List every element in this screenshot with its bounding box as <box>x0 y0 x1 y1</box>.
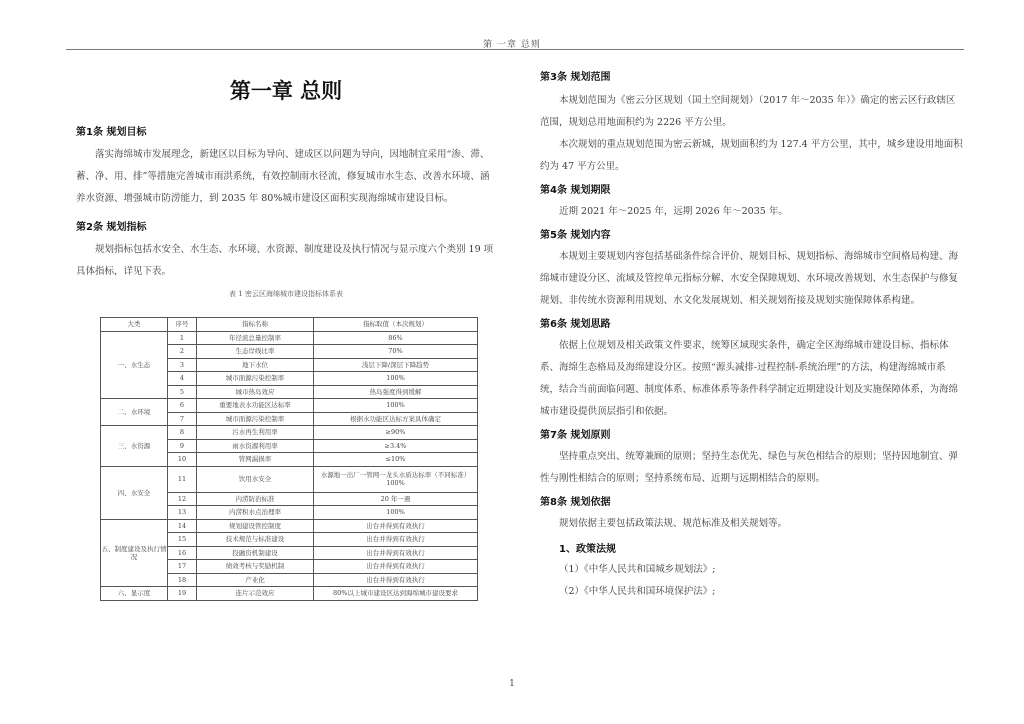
running-header: 第 一章 总则 <box>483 40 541 50</box>
table-cell-no: 12 <box>168 492 197 506</box>
table-row <box>101 519 478 533</box>
table-header-cell: 指标名称 <box>197 318 314 332</box>
table-cell-name: 投融资机制建设 <box>197 546 314 560</box>
table-cell-name: 重要地表水功能区达标率 <box>197 399 314 413</box>
table-header-cell: 序号 <box>168 318 197 332</box>
article-8-heading: 第8条 规划依据 <box>540 497 611 508</box>
table-cell-no: 6 <box>168 399 197 413</box>
table-cell-no: 7 <box>168 412 197 426</box>
left-column <box>76 60 496 302</box>
table-category-cell: 三、水资源 <box>101 426 168 467</box>
table-cell-no: 10 <box>168 453 197 467</box>
table-cell-name: 产业化 <box>197 573 314 587</box>
article-4-text: 近期 2021 年～2025 年，远期 2026 年～2035 年。 <box>559 206 788 217</box>
table-cell-no: 1 <box>168 331 197 345</box>
table-cell-no: 14 <box>168 519 197 533</box>
table-cell-name: 内涝防治标准 <box>197 492 314 506</box>
table-cell-no: 5 <box>168 385 197 399</box>
article-6-text: 依据上位规划及相关政策文件要求，统筹区域现实条件，确定全区海绵城市建设目标、指标体系、海绵生态格局及海绵建设分区。按照“源头减排-过程控制-系统治理”的方法，构建海绵城市系统，结合当前面临问题、制度体系、标准体系等条件科学制定近期建设计划及实施保障体系，为海绵城市建设提供顶层指引和依据。 <box>540 340 959 417</box>
table-category-cell: 四、水安全 <box>101 466 168 519</box>
article-3-heading: 第3条 规划范围 <box>540 72 611 83</box>
article-6-heading: 第6条 规划思路 <box>540 319 611 330</box>
page-number: 1 <box>509 679 515 689</box>
table-cell-name: 城市热岛效应 <box>197 385 314 399</box>
article-8-text: 规划依据主要包括政策法规、规范标准及相关规划等。 <box>559 518 788 529</box>
article-3-text-1: 本规划范围为《密云分区规划（国土空间规划）（2017 年～2035 年）》确定的密云区行政辖区范围，规划总用地面积约为 2226 平方公里。 <box>540 95 956 128</box>
article-7-heading: 第7条 规划原则 <box>540 430 611 441</box>
table-cell-value: 100% <box>314 399 478 413</box>
table-cell-name: 绩效考核与奖励机制 <box>197 560 314 574</box>
table-cell-value: 浅层下降/深层下降趋势 <box>314 358 478 372</box>
article-8-subheading: 1、政策法规 <box>559 544 616 555</box>
table-cell-value: 80%以上城市建设区达到海绵城市建设要求 <box>314 587 478 601</box>
article-5-text: 本规划主要规划内容包括基础条件综合评价、规划目标、规划指标、海绵城市空间格局构建、海绵城市建设分区、流域及管控单元指标分解、水安全保障规划、水环境改善规划、水生态保护与修复规划、非传统水资源利用规划、水文化发展规划、相关规划衔接及规划实施保障体系构建。 <box>540 251 959 306</box>
table-cell-value: 出台并得到有效执行 <box>314 560 478 574</box>
table-cell-value: 70% <box>314 345 478 359</box>
table-row <box>101 587 478 601</box>
article-8-item-1: （1）《中华人民共和国城乡规划法》; <box>559 564 716 575</box>
table-cell-name: 城市面源污染控制率 <box>197 412 314 426</box>
table-category-cell: 六、显示度 <box>101 587 168 601</box>
header-rule <box>66 49 964 50</box>
table-cell-name: 污水再生利用率 <box>197 426 314 440</box>
table-cell-name: 城市面源污染控制率 <box>197 372 314 386</box>
right-column <box>540 60 964 603</box>
table-category-cell: 二、水环境 <box>101 399 168 426</box>
article-5-heading: 第5条 规划内容 <box>540 230 611 241</box>
table-cell-value: 86% <box>314 331 478 345</box>
table-cell-name: 地下水位 <box>197 358 314 372</box>
table-cell-name: 年径流总量控制率 <box>197 331 314 345</box>
table-category-cell: 五、制度建设及执行情况 <box>101 519 168 587</box>
article-8-item-2: （2）《中华人民共和国环境保护法》; <box>559 586 716 597</box>
table-cell-value: 100% <box>314 506 478 520</box>
table-cell-no: 18 <box>168 573 197 587</box>
table-cell-name: 雨水资源利用率 <box>197 439 314 453</box>
table-header-cell: 大类 <box>101 318 168 332</box>
table-cell-value: ≥90% <box>314 426 478 440</box>
article-1-heading: 第1条 规划目标 <box>76 127 147 138</box>
table-cell-name: 饮用水安全 <box>197 466 314 492</box>
table-cell-value: 热岛强度得到缓解 <box>314 385 478 399</box>
table-cell-name: 生态岸线比率 <box>197 345 314 359</box>
table-cell-value: 100% <box>314 372 478 386</box>
table-cell-no: 3 <box>168 358 197 372</box>
table-cell-no: 15 <box>168 533 197 547</box>
chapter-title: 第一章 总则 <box>229 79 343 103</box>
table-body <box>101 331 478 600</box>
table-cell-no: 9 <box>168 439 197 453</box>
table-cell-name: 规划建设管控制度 <box>197 519 314 533</box>
table-category-cell: 一、水生态 <box>101 331 168 399</box>
table-cell-value: 出台并得到有效执行 <box>314 573 478 587</box>
table-row <box>101 331 478 345</box>
table-row <box>101 426 478 440</box>
table-cell-value: 20 年一遇 <box>314 492 478 506</box>
table-cell-value: ≤10% <box>314 453 478 467</box>
article-3-text-2: 本次规划的重点规划范围为密云新城，规划面积约为 127.4 平方公里，其中，城乡建设用地面积约为 47 平方公里。 <box>540 139 963 172</box>
table-cell-name: 技术规范与标准建设 <box>197 533 314 547</box>
table-cell-name: 内涝积水点治理率 <box>197 506 314 520</box>
table-cell-no: 11 <box>168 466 197 492</box>
table-cell-value: 出台并得到有效执行 <box>314 533 478 547</box>
table-row <box>101 466 478 492</box>
table-header-row <box>101 318 478 332</box>
table-cell-no: 2 <box>168 345 197 359</box>
article-1-text: 落实海绵城市发展理念，新建区以目标为导向、建成区以问题为导向，因地制宜采用“渗、滞、蓄、净、用、排”等措施完善城市雨洪系统，有效控制雨水径流，修复城市水生态、改善水环境、涵养水资源、增强城市防涝能力，到 2035 年 80%城市建设区面积实现海绵城市建设目标。 <box>76 149 490 204</box>
table-cell-no: 17 <box>168 560 197 574</box>
article-7-text: 坚持重点突出、统筹兼顾的原则；坚持生态优先、绿色与灰色相结合的原则；坚持因地制宜、弹性与刚性相结合的原则；坚持系统布局、近期与远期相结合的原则。 <box>540 451 959 484</box>
table-cell-value: ≥3.4% <box>314 439 478 453</box>
table-cell-value: 出台并得到有效执行 <box>314 546 478 560</box>
article-4-heading: 第4条 规划期限 <box>540 185 611 196</box>
table-header-cell: 指标取值（本次规划） <box>314 318 478 332</box>
table-caption: 表 1 密云区海绵城市建设指标体系表 <box>229 290 343 298</box>
table-cell-no: 4 <box>168 372 197 386</box>
table-cell-value: 根据水功能区达标方案具体确定 <box>314 412 478 426</box>
table-cell-value: 出台并得到有效执行 <box>314 519 478 533</box>
article-2-text: 规划指标包括水安全、水生态、水环境、水资源、制度建设及执行情况与显示度六个类别 19 项具体指标，详见下表。 <box>76 244 494 277</box>
table-cell-no: 8 <box>168 426 197 440</box>
table-cell-no: 19 <box>168 587 197 601</box>
indicator-table <box>100 317 478 601</box>
table-cell-no: 13 <box>168 506 197 520</box>
table-cell-value: 水源地一出厂一管网一龙头水质达标率（不同标准）100% <box>314 466 478 492</box>
table-cell-no: 16 <box>168 546 197 560</box>
article-2-heading: 第2条 规划指标 <box>76 222 147 233</box>
table-cell-name: 管网漏损率 <box>197 453 314 467</box>
table-cell-name: 连片示范效应 <box>197 587 314 601</box>
table-row <box>101 399 478 413</box>
